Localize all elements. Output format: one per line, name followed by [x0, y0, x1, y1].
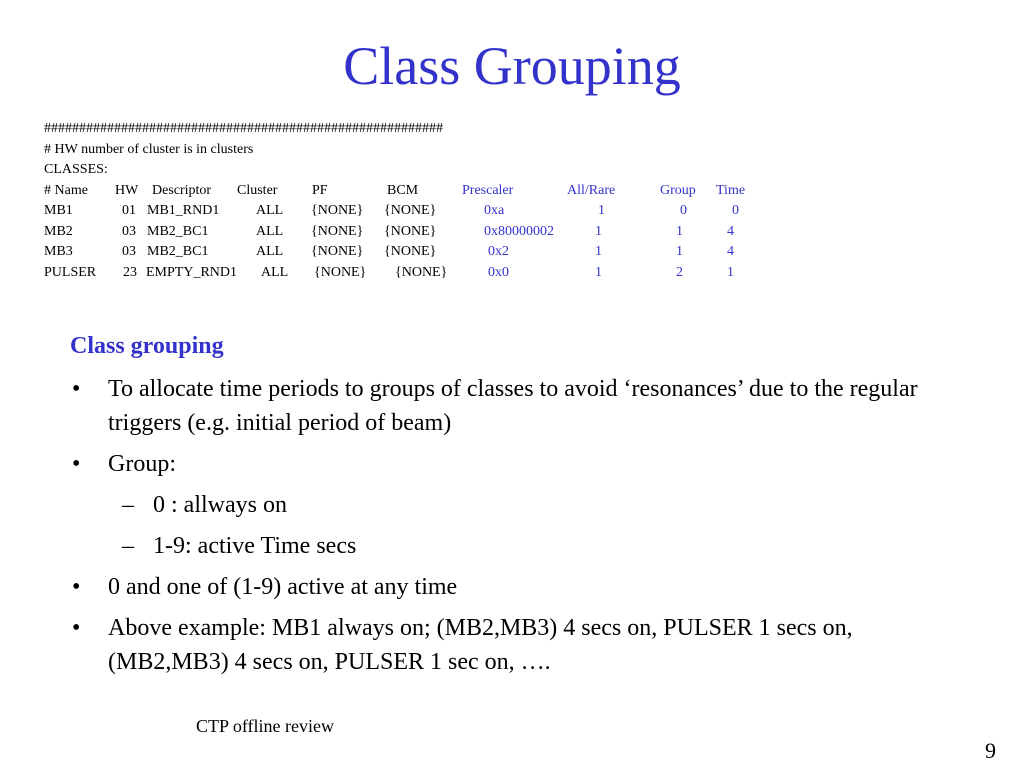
row-group: 0: [680, 203, 687, 218]
sub-bullet-text: 1-9: active Time secs: [153, 533, 357, 559]
bullet-text: Group:: [108, 451, 176, 477]
row-hw: 23: [123, 264, 137, 280]
row-cluster: ALL: [261, 264, 289, 280]
row-bcm: {NONE}: [395, 264, 448, 280]
row-prescaler: 0xa: [484, 203, 505, 218]
header-descriptor: Descriptor: [152, 182, 212, 198]
row-cluster: ALL: [256, 223, 284, 239]
row-pf: {NONE}: [311, 244, 364, 259]
row-allrare: 1: [595, 264, 602, 280]
bullet-item: [70, 611, 960, 679]
header-bcm: BCM: [387, 182, 419, 198]
config-header-row: [44, 181, 784, 202]
row-prescaler: 0x0: [488, 264, 509, 280]
row-group: 2: [676, 264, 683, 280]
dash-mark: –: [122, 533, 134, 559]
row-time: 1: [727, 264, 734, 280]
row-time: 0: [732, 203, 739, 218]
row-hw: 03: [122, 223, 136, 239]
row-name: MB1: [44, 203, 73, 218]
row-bcm: {NONE}: [384, 223, 437, 239]
sub-bullet-text: 0 : allways on: [153, 492, 287, 518]
footer-text: CTP offline review: [196, 716, 334, 736]
bullet-mark: •: [72, 451, 81, 477]
row-time: 4: [727, 223, 734, 239]
header-prescaler: Prescaler: [462, 182, 514, 198]
bullet-mark: •: [72, 376, 81, 402]
row-cluster: ALL: [256, 244, 284, 259]
row-pf: {NONE}: [311, 223, 364, 239]
row-name: MB2: [44, 223, 73, 239]
config-comment-hw: # HW number of cluster is in clusters: [44, 141, 254, 157]
config-row-mb3: [44, 242, 784, 263]
header-time: Time: [716, 182, 746, 198]
sub-bullet-item: [70, 529, 960, 563]
row-time: 4: [727, 244, 734, 259]
row-descriptor: EMPTY_RND1: [146, 264, 238, 280]
header-hw: HW: [115, 182, 139, 198]
bullet-text: To allocate time periods to groups of classes to avoid ‘resonances’ due to the regular triggers (e.g. initial period of beam): [108, 376, 918, 436]
bullet-text: Above example: MB1 always on; (MB2,MB3) 4 secs on, PULSER 1 secs on, (MB2,MB3) 4 secs on, PULSER 1 sec on, ….: [108, 615, 853, 675]
header-pf: PF: [312, 182, 328, 198]
row-pf: {NONE}: [314, 264, 367, 280]
bullet-list: [70, 372, 960, 686]
row-prescaler: 0x80000002: [484, 223, 554, 239]
row-hw: 01: [122, 203, 136, 218]
row-allrare: 1: [598, 203, 605, 218]
row-name: MB3: [44, 244, 73, 259]
bullet-item: [70, 570, 960, 604]
row-bcm: {NONE}: [384, 203, 437, 218]
row-descriptor: MB2_BC1: [147, 244, 209, 259]
row-allrare: 1: [595, 244, 602, 259]
section-title: Class grouping: [70, 333, 224, 359]
row-name: PULSER: [44, 264, 97, 280]
bullet-mark: •: [72, 615, 81, 641]
config-comment-hashes: #########################################################: [44, 121, 443, 136]
header-group: Group: [660, 182, 696, 198]
header-allrare: All/Rare: [567, 182, 616, 198]
row-hw: 03: [122, 244, 136, 259]
row-descriptor: MB1_RND1: [147, 203, 220, 218]
row-group: 1: [676, 244, 683, 259]
row-bcm: {NONE}: [384, 244, 437, 259]
header-name: # Name: [44, 182, 88, 198]
row-allrare: 1: [595, 223, 602, 239]
page-number: 9: [985, 738, 996, 763]
dash-mark: –: [122, 492, 134, 518]
header-cluster: Cluster: [237, 182, 278, 198]
bullet-text: 0 and one of (1-9) active at any time: [108, 574, 458, 600]
slide-title: Class Grouping: [343, 36, 681, 96]
row-cluster: ALL: [256, 203, 284, 218]
config-classes-label: CLASSES:: [44, 162, 108, 177]
row-descriptor: MB2_BC1: [147, 223, 209, 239]
config-row-pulser: [44, 263, 784, 284]
sub-bullet-item: [70, 488, 960, 522]
row-prescaler: 0x2: [488, 244, 509, 259]
row-pf: {NONE}: [311, 203, 364, 218]
config-row-mb2: [44, 222, 784, 243]
bullet-item: [70, 447, 960, 481]
row-group: 1: [676, 223, 683, 239]
bullet-item: [70, 372, 960, 440]
config-listing: [44, 119, 784, 283]
bullet-mark: •: [72, 574, 81, 600]
config-row-mb1: [44, 201, 784, 222]
